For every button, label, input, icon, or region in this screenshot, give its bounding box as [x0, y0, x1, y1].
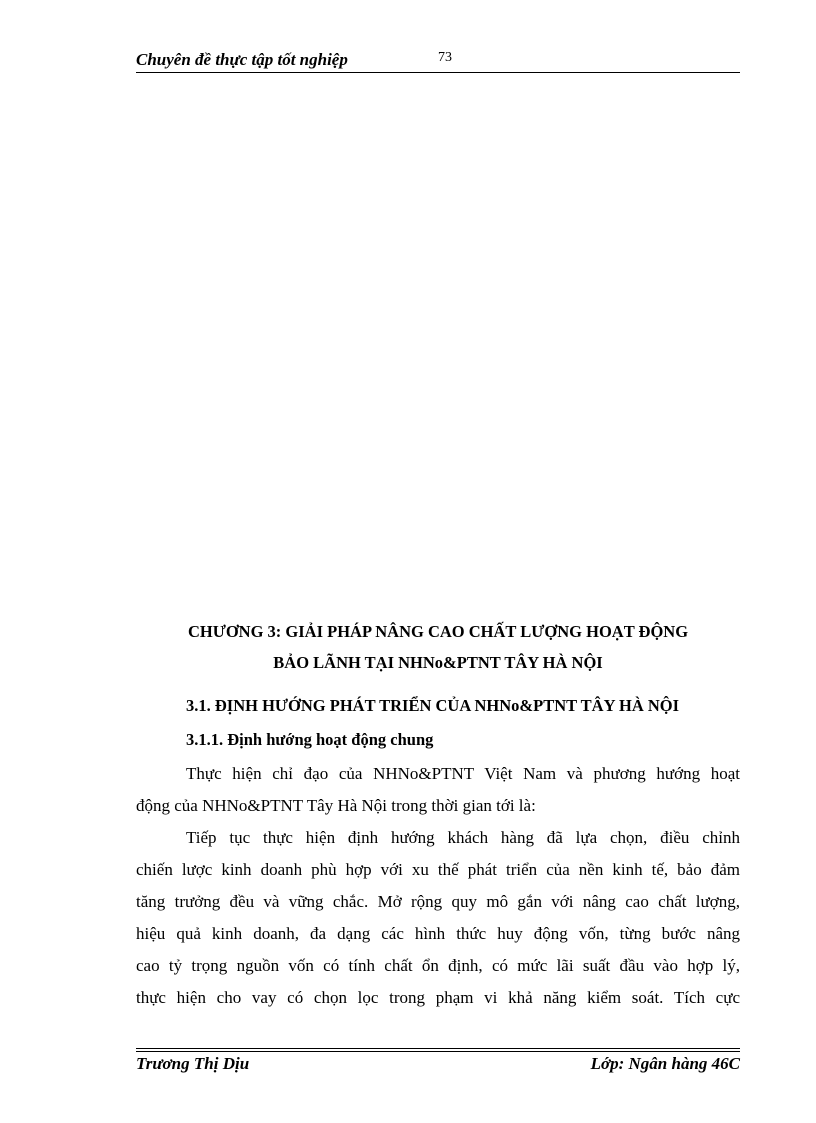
body-line: Tiếp tục thực hiện định hướng khách hàng đã lựa chọn, điều chỉnh	[186, 828, 740, 847]
header-title: Chuyên đề thực tập tốt nghiệp	[136, 50, 348, 69]
chapter-title-line-1: CHƯƠNG 3: GIẢI PHÁP NÂNG CAO CHẤT LƯỢNG HOẠT ĐỘNG	[187, 622, 689, 641]
section-heading: 3.1. ĐỊNH HƯỚNG PHÁT TRIỂN CỦA NHNo&PTNT TÂY HÀ NỘI	[186, 696, 680, 715]
chapter-title	[136, 616, 740, 678]
header-rule	[136, 72, 740, 73]
body-line: Thực hiện chỉ đạo của NHNo&PTNT Việt Nam và phương hướng hoạt	[186, 764, 740, 783]
footer-author: Trương Thị Dịu	[136, 1054, 250, 1073]
body-line: động của NHNo&PTNT Tây Hà Nội trong thời gian tới là:	[136, 796, 536, 815]
body-line: hiệu quả kinh doanh, đa dạng các hình thức huy động vốn, từng bước nâng	[136, 924, 740, 943]
page-number: 73	[438, 50, 452, 65]
body-line: tăng trưởng đều và vững chắc. Mở rộng quy mô gắn với nâng cao chất lượng,	[136, 892, 740, 911]
footer-rule	[136, 1048, 740, 1049]
subsection-heading: 3.1.1. Định hướng hoạt động chung	[186, 730, 434, 749]
body-line: chiến lược kinh doanh phù hợp với xu thế phát triển của nền kinh tế, bảo đảm	[136, 860, 740, 879]
chapter-title-line-2: BẢO LÃNH TẠI NHNo&PTNT TÂY HÀ NỘI	[273, 653, 603, 672]
body-line: thực hiện cho vay có chọn lọc trong phạm vi khả năng kiểm soát. Tích cực	[136, 988, 740, 1007]
footer-rule	[136, 1051, 740, 1052]
body-text	[136, 758, 740, 1014]
footer-class: Lớp: Ngân hàng 46C	[590, 1054, 740, 1073]
page-header	[136, 44, 740, 74]
body-line: cao tỷ trọng nguồn vốn có tính chất ổn định, có mức lãi suất đầu vào hợp lý,	[136, 956, 740, 975]
page-footer	[136, 1046, 740, 1086]
